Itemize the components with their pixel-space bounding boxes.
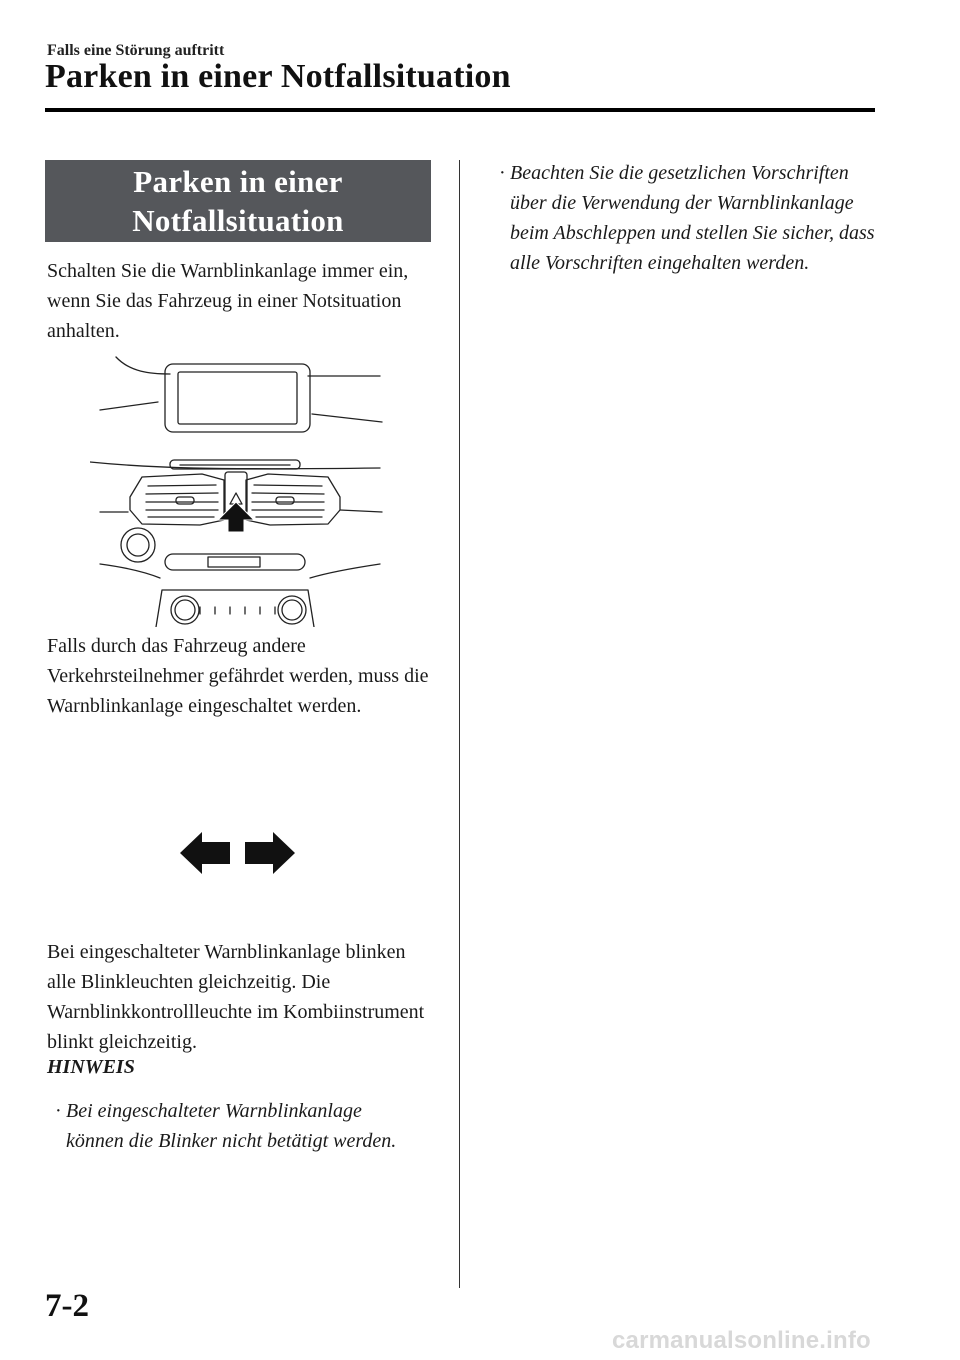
note-bullet-item [55, 1096, 416, 1156]
note-bullet-text: Bei eingeschalteter Warnblinkanlage können die Blinker nicht betätigt werden. [66, 1100, 397, 1152]
turn-signal-arrows-icon [180, 828, 295, 878]
bullet-dot: · [499, 162, 506, 184]
right-column-bullet-item [499, 158, 880, 278]
right-column-bullet-text: Beachten Sie die gesetzlichen Vorschriften über die Verwendung der Warnblinkanlage beim Abschleppen und stellen Sie sicher, dass alle Vorschriften eingehalten werden. [510, 162, 875, 274]
title-rule [45, 108, 875, 112]
section-label: Falls eine Störung auftritt [47, 42, 225, 59]
column-divider [459, 160, 460, 1288]
section-heading-box [45, 160, 431, 242]
note-title: HINWEIS [47, 1056, 135, 1078]
hazard-switch-dashboard-illustration [90, 352, 390, 627]
watermark: carmanualsonline.info [612, 1327, 871, 1354]
page-number: 7-2 [45, 1288, 89, 1324]
bullet-dot: · [55, 1100, 62, 1122]
section-heading-line-1: Parken in einer [133, 164, 343, 199]
paragraph-danger-to-others: Falls durch das Fahrzeug andere Verkehrsteilnehmer gefährdet werden, muss die Warnblinkanlage eingeschaltet werden. [47, 635, 429, 717]
paragraph-all-indicators-flash: Bei eingeschalteter Warnblinkanlage blinken alle Blinkleuchten gleichzeitig. Die Warnblinkkontrollleuchte im Kombiinstrument blinkt gleichzeitig. [47, 941, 425, 1053]
page-title: Parken in einer Notfallsituation [45, 58, 511, 95]
section-heading-line-2: Notfallsituation [132, 203, 344, 238]
paragraph-hazard-instruction: Schalten Sie die Warnblinkanlage immer ein, wenn Sie das Fahrzeug in einer Notsituation anhalten. [47, 260, 409, 342]
